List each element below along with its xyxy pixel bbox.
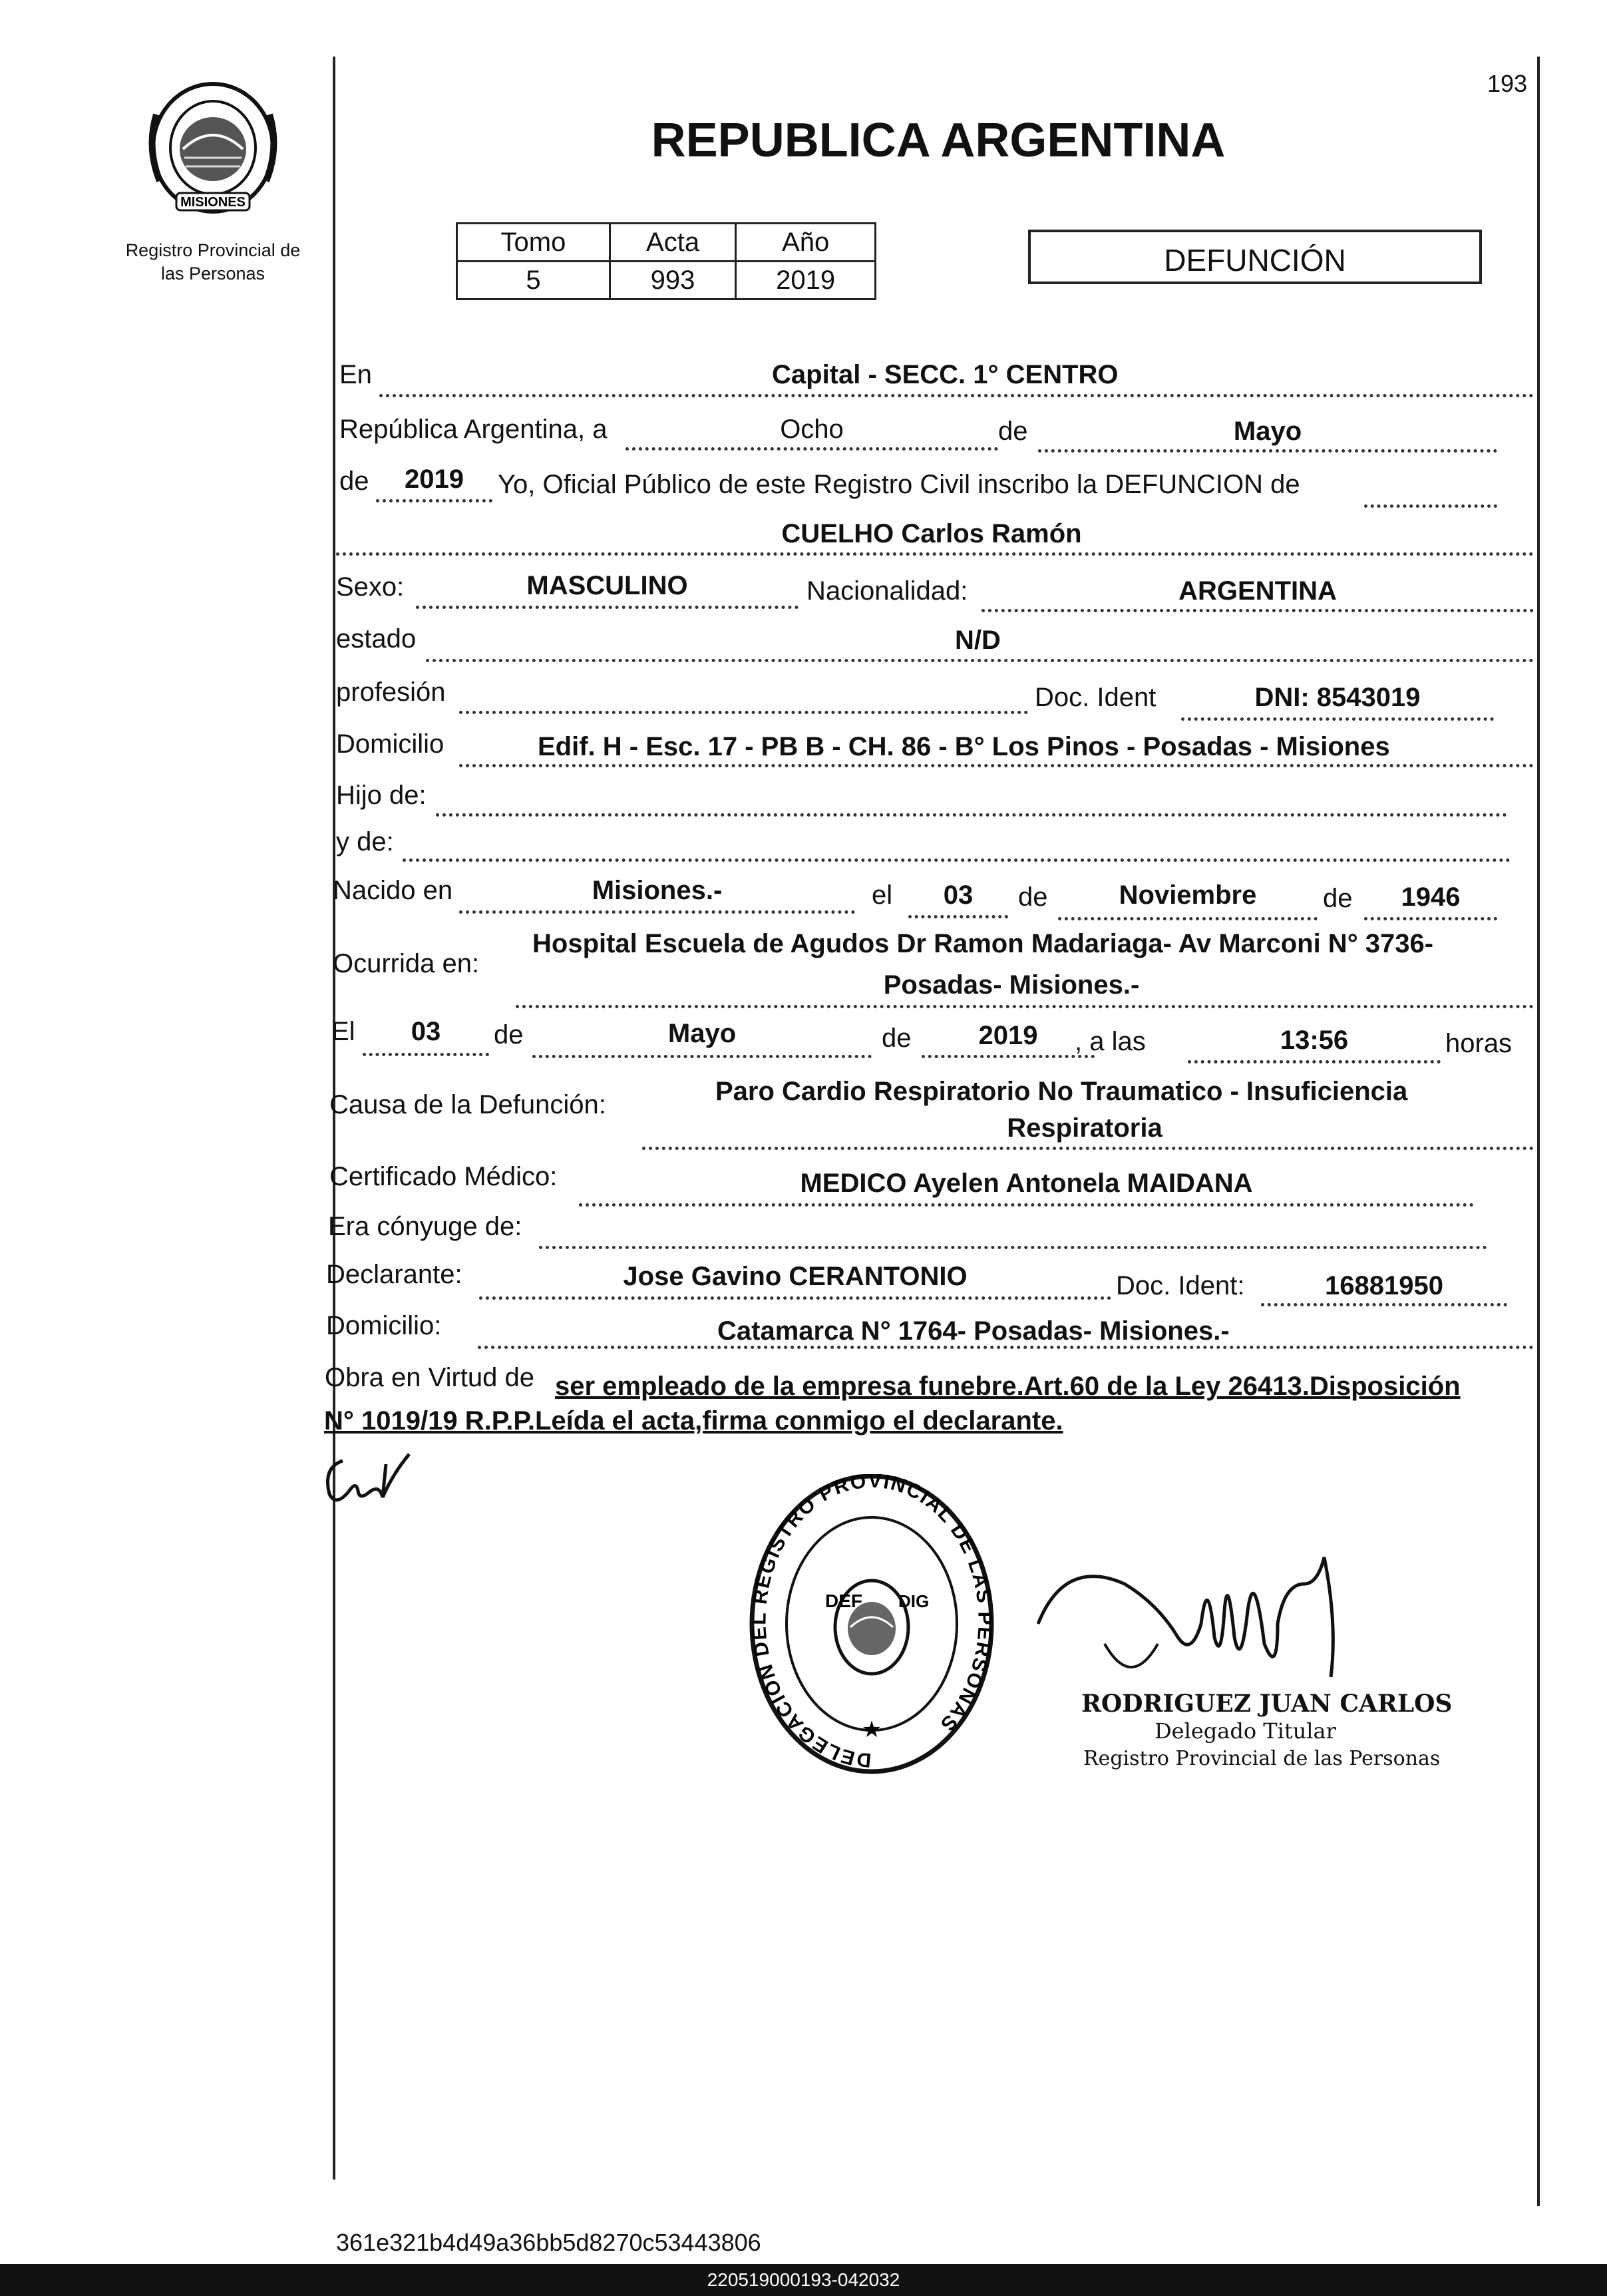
conyuge-line bbox=[539, 1246, 1487, 1249]
day-line bbox=[625, 447, 998, 451]
de3-label: de bbox=[1018, 882, 1048, 912]
hijo-line bbox=[436, 813, 1507, 817]
table-header-tomo: Tomo bbox=[457, 224, 610, 262]
year-value: 2019 bbox=[405, 465, 464, 494]
declarante-line bbox=[479, 1296, 1111, 1300]
right-margin-line bbox=[1537, 57, 1540, 2206]
signatory-role: Delegado Titular bbox=[1155, 1718, 1336, 1744]
alas-label: , a las bbox=[1075, 1027, 1146, 1056]
month-value: Mayo bbox=[1233, 417, 1302, 446]
republica-label: República Argentina, a bbox=[339, 415, 608, 444]
ocurrida-line bbox=[516, 1005, 1534, 1008]
birth-day-line bbox=[908, 915, 1008, 918]
causa-line bbox=[642, 1147, 1534, 1150]
birth-month: Noviembre bbox=[1119, 880, 1257, 910]
domicilio-label: Domicilio bbox=[336, 729, 445, 759]
ocurrida-line1: Hospital Escuela de Agudos Dr Ramon Madariaga- Av Marconi N° 3736- bbox=[532, 929, 1434, 958]
conyuge-label: Era cónyuge de: bbox=[328, 1212, 522, 1241]
svg-text:★: ★ bbox=[861, 1717, 882, 1742]
obra-line1: ser empleado de la empresa funebre.Art.60 de la Ley 26413.Disposición bbox=[555, 1372, 1461, 1401]
ocurrida-label: Ocurrida en: bbox=[333, 949, 480, 978]
causa-label: Causa de la Defunción: bbox=[329, 1090, 606, 1119]
page-number: 193 bbox=[1487, 70, 1528, 97]
de5-label: de bbox=[494, 1020, 524, 1050]
doc-value: DNI: 8543019 bbox=[1254, 683, 1421, 712]
nacionalidad-value: ARGENTINA bbox=[1178, 576, 1337, 606]
yde-label: y de: bbox=[336, 827, 394, 857]
deceased-name: CUELHO Carlos Ramón bbox=[781, 519, 1082, 548]
ocurrida-line2: Posadas- Misiones.- bbox=[883, 970, 1140, 1000]
domicilio2-line bbox=[478, 1346, 1534, 1349]
death-time-line bbox=[1188, 1060, 1441, 1063]
registry-seal-icon bbox=[143, 75, 283, 218]
death-day-line bbox=[363, 1053, 489, 1056]
domicilio2-value: Catamarca N° 1764- Posadas- Misiones.- bbox=[717, 1316, 1230, 1346]
hijo-label: Hijo de: bbox=[336, 781, 427, 810]
name-line bbox=[336, 552, 1534, 556]
signatory-name: RODRIGUEZ JUAN CARLOS bbox=[1081, 1690, 1453, 1718]
svg-text:DIG: DIG bbox=[898, 1591, 930, 1611]
el-label: el bbox=[872, 880, 893, 910]
record-type: DEFUNCIÓN bbox=[1164, 243, 1346, 278]
initials-signature-icon bbox=[319, 1444, 419, 1517]
table-header-anio: Año bbox=[736, 224, 876, 262]
month-line bbox=[1038, 449, 1497, 453]
nacionalidad-label: Nacionalidad: bbox=[806, 576, 968, 606]
death-month-line bbox=[532, 1055, 872, 1058]
birth-day: 03 bbox=[943, 880, 974, 910]
record-table bbox=[456, 222, 876, 300]
yde-line bbox=[403, 859, 1511, 862]
footer-code: 220519000193-042032 bbox=[0, 2264, 1607, 2296]
causa-line2: Respiratoria bbox=[1007, 1113, 1162, 1143]
obra-line2: N° 1019/19 R.P.P.Leída el acta,firma conmigo el declarante. bbox=[324, 1406, 1063, 1435]
nacido-value: Misiones.- bbox=[592, 876, 723, 905]
death-time: 13:56 bbox=[1280, 1026, 1349, 1055]
table-value-acta: 993 bbox=[610, 262, 735, 299]
oficial-text: Yo, Oficial Público de este Registro Civil inscribo la DEFUNCION de bbox=[498, 470, 1300, 499]
death-day: 03 bbox=[411, 1017, 441, 1046]
doc2-value: 16881950 bbox=[1325, 1271, 1443, 1300]
signatory-office: Registro Provincial de las Personas bbox=[1083, 1747, 1441, 1770]
profesion-label: profesión bbox=[336, 677, 446, 707]
table-header-acta: Acta bbox=[610, 224, 735, 262]
de6-label: de bbox=[882, 1024, 912, 1053]
sexo-label: Sexo: bbox=[336, 572, 405, 602]
oficial-end-line bbox=[1364, 504, 1497, 508]
stamp-ring-text: DELEGACION DEL REGISTRO PROVINCIAL DE LAS PERSONAS bbox=[748, 1474, 996, 1772]
doc-label: Doc. Ident bbox=[1035, 683, 1157, 712]
birth-year: 1946 bbox=[1401, 882, 1461, 912]
certificado-line bbox=[579, 1203, 1474, 1207]
causa-line1: Paro Cardio Respiratorio No Traumatico - Insuficiencia bbox=[715, 1077, 1408, 1106]
doc2-label: Doc. Ident: bbox=[1116, 1271, 1245, 1300]
birth-month-line bbox=[1058, 917, 1318, 920]
de-label: de bbox=[998, 417, 1028, 446]
stamp-inner-text: DEF bbox=[825, 1591, 862, 1611]
certificado-label: Certificado Médico: bbox=[329, 1162, 558, 1191]
horas-label: horas bbox=[1445, 1029, 1513, 1058]
doc2-line bbox=[1261, 1303, 1507, 1306]
document-hash: 361e321b4d49a36bb5d8270c53443806 bbox=[336, 2229, 761, 2256]
page-title: REPUBLICA ARGENTINA bbox=[651, 114, 1226, 167]
profesion-line bbox=[459, 711, 1028, 714]
declarante-value: Jose Gavino CERANTONIO bbox=[623, 1262, 968, 1291]
obra-label: Obra en Virtud de bbox=[325, 1363, 535, 1392]
de4-label: de bbox=[1323, 884, 1353, 913]
declarante-label: Declarante: bbox=[326, 1260, 462, 1289]
year-line bbox=[376, 499, 492, 502]
nacido-line bbox=[459, 910, 855, 914]
estado-value: N/D bbox=[955, 626, 1001, 655]
birth-year-line bbox=[1364, 917, 1497, 920]
domicilio-line bbox=[459, 764, 1534, 767]
table-value-anio: 2019 bbox=[736, 262, 876, 299]
registry-name-line1: Registro Provincial de bbox=[125, 240, 301, 260]
death-year: 2019 bbox=[978, 1021, 1038, 1050]
official-signature-icon bbox=[1025, 1544, 1424, 1704]
domicilio2-label: Domicilio: bbox=[326, 1311, 442, 1340]
table-value-tomo: 5 bbox=[457, 262, 610, 299]
estado-line bbox=[426, 659, 1534, 662]
death-year-line bbox=[922, 1055, 1095, 1058]
seal-text: MISIONES bbox=[180, 195, 246, 210]
domicilio-value: Edif. H - Esc. 17 - PB B - CH. 86 - B° Los Pinos - Posadas - Misiones bbox=[538, 732, 1390, 761]
registry-name-line2: las Personas bbox=[160, 264, 266, 284]
en-value: Capital - SECC. 1° CENTRO bbox=[772, 360, 1119, 389]
day-value: Ocho bbox=[780, 415, 844, 444]
nacido-label: Nacido en bbox=[333, 876, 453, 905]
delegation-stamp-icon bbox=[745, 1474, 998, 1780]
estado-label: estado bbox=[336, 624, 417, 654]
de2-label: de bbox=[339, 467, 369, 496]
en-line bbox=[379, 394, 1534, 397]
certificado-value: MEDICO Ayelen Antonela MAIDANA bbox=[800, 1169, 1253, 1198]
en-label: En bbox=[339, 360, 372, 389]
sexo-line bbox=[416, 606, 799, 609]
doc-line bbox=[1181, 717, 1494, 721]
sexo-value: MASCULINO bbox=[526, 571, 688, 600]
death-month: Mayo bbox=[667, 1019, 737, 1048]
nacionalidad-line bbox=[982, 609, 1534, 612]
el2-label: El bbox=[331, 1017, 355, 1046]
